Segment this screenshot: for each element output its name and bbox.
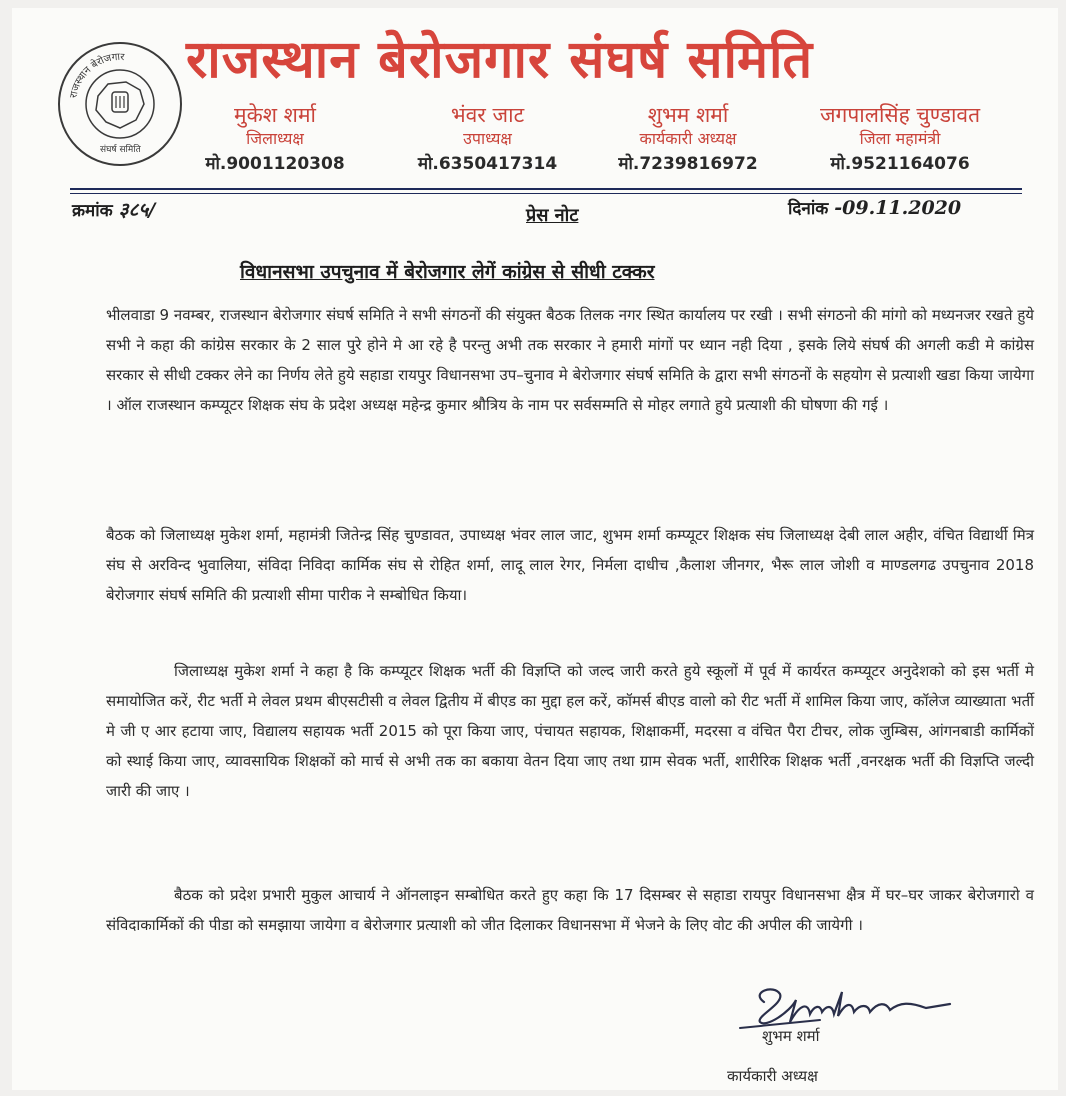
- organization-seal-logo: [58, 42, 182, 166]
- member-mukesh: [190, 102, 360, 176]
- member-shubham: [598, 102, 778, 176]
- member-role: उपाध्यक्ष: [463, 129, 512, 148]
- signer-role: कार्यकारी अध्यक्ष: [727, 1067, 818, 1085]
- date: [788, 196, 961, 219]
- member-role: जिलाध्यक्ष: [246, 129, 304, 148]
- svg-text:संघर्ष समिति: संघर्ष समिति: [100, 145, 141, 155]
- member-jagpal: [780, 102, 1020, 176]
- member-phone: मो.9001120308: [205, 154, 345, 174]
- header-divider: [70, 188, 1022, 190]
- paragraph-meeting: भीलवाडा 9 नवम्बर, राजस्थान बेरोजगार संघर्ष समिति ने सभी संगठनों की संयुक्त बैठक तिलक नगर स्थित कार्यालय पर रखी । सभी संगठनो की मांगो को मध्यनजर रखते हुये सभी ने कहा की कांग्रेस सरकार के 2 साल पुरे होने मे आ रहे है परन्तु अभी तक सरकार ने हमारी मांगों पर ध्यान नही दिया , इसके लिये संघर्ष की अगली कडी मे कांग्रेस सरकार से सीधी टक्कर लेने का निर्णय लेते हुये सहाडा रायपुर विधानसभा उप–चुनाव मे बेरोजगार संघर्ष समिति के द्वारा सभी संगठनों के सहयोग से प्रत्याशी खडा किया जायेगा । ऑल राजस्थान कम्प्यूटर शिक्षक संघ के प्रदेश अध्यक्ष महेन्द्र कुमार श्रौत्रिय के नाम पर सर्वसम्मति से मोहर लगाते हुये प्रत्याशी की घोषणा की गई ।: [106, 306, 1034, 414]
- date-value: -09.11.2020: [834, 197, 962, 219]
- paragraph-speakers: बैठक को जिलाध्यक्ष मुकेश शर्मा, महामंत्री जितेन्द्र सिंह चुण्डावत, उपाध्यक्ष भंवर लाल जाट, शुभम शर्मा कम्प्यूटर शिक्षक संघ जिलाध्यक्ष देबी लाल अहीर, वंचित विद्यार्थी मित्र संघ से अरविन्द भुवालिया, संविदा निविदा कार्मिक संघ से रोहित शर्मा, लादू लाल रेगर, निर्मला दाधीच ,कैलाश जीनगर, भैरू लाल जोशी व माण्डलगढ उपचुनाव 2018 बेरोजगार संघर्ष समिति की प्रत्याशी सीमा पारीक ने सम्बोधित किया।: [106, 526, 1034, 604]
- paragraph-appeal: बैठक को प्रदेश प्रभारी मुकुल आचार्य ने ऑनलाइन सम्बोधित करते हुए कहा कि 17 दिसम्बर से सहाडा रायपुर विधानसभा क्षैत्र में घर–घर जाकर बेरोजगारो व संविदाकार्मिकों की पीडा को समझाया जायेगा व बेरोजगार प्रत्याशी को जीत दिलाकर विधानसभा में भेजने के लिए वोट की अपील की जायेगी ।: [106, 886, 1034, 934]
- member-name: शुभम शर्मा: [647, 103, 729, 127]
- organization-name: राजस्थान बेरोजगार संघर्ष समिति: [186, 29, 814, 90]
- svg-text:राजस्थान बेरोजगार: राजस्थान बेरोजगार: [68, 51, 125, 100]
- member-name: मुकेश शर्मा: [234, 103, 316, 127]
- member-role: कार्यकारी अध्यक्ष: [639, 129, 737, 148]
- member-bhanwar: [395, 102, 580, 176]
- member-phone: मो.9521164076: [830, 154, 970, 174]
- member-phone: मो.6350417314: [417, 154, 558, 174]
- member-name: भंवर जाट: [450, 103, 525, 127]
- member-role: जिला महामंत्री: [859, 129, 941, 148]
- date-label: दिनांक: [788, 199, 829, 219]
- member-phone: मो.7239816972: [618, 154, 758, 174]
- reference-value: ३८५/: [118, 199, 156, 221]
- signer-name: शुभम शर्मा: [762, 1027, 820, 1045]
- reference-label: क्रमांक: [72, 201, 113, 221]
- paragraph-demands: जिलाध्यक्ष मुकेश शर्मा ने कहा है कि कम्प्यूटर शिक्षक भर्ती की विज्ञप्ति को जल्द जारी करते हुये स्कूलों में पूर्व में कार्यरत कम्प्यूटर अनुदेशको को इस भर्ती मे समायोजित करें, रीट भर्ती मे लेवल प्रथम बीएसटीसी व लेवल द्वितीय में बीएड का मुद्दा हल करें, कॉमर्स बीएड वालो को रीट भर्ती में शामिल किया जाए, कॉलेज व्याख्याता भर्ती मे जी ए आर हटाया जाए, विद्यालय सहायक भर्ती 2015 को पूरा किया जाए, पंचायत सहायक, शिक्षाकर्मी, मदरसा व वंचित पैरा टीचर, लोक जुम्बिस, आंगनबाडी कार्मिकों को स्थाई किया जाए, व्यावसायिक शिक्षकों को मार्च से अभी तक का बकाया वेतन दिया जाए तथा ग्राम सेवक भर्ती, शारीरिक शिक्षक भर्ती ,वनरक्षक भर्ती की विज्ञप्ति जल्दी जारी की जाए ।: [106, 662, 1034, 800]
- reference-number: [72, 196, 155, 222]
- header-divider-thin: [70, 193, 1022, 194]
- press-note-label: प्रेस नोट: [526, 205, 579, 226]
- member-name: जगपालसिंह चुण्डावत: [819, 103, 981, 127]
- headline: विधानसभा उपचुनाव में बेरोजगार लेगें कांग्रेस से सीधी टक्कर: [240, 261, 655, 283]
